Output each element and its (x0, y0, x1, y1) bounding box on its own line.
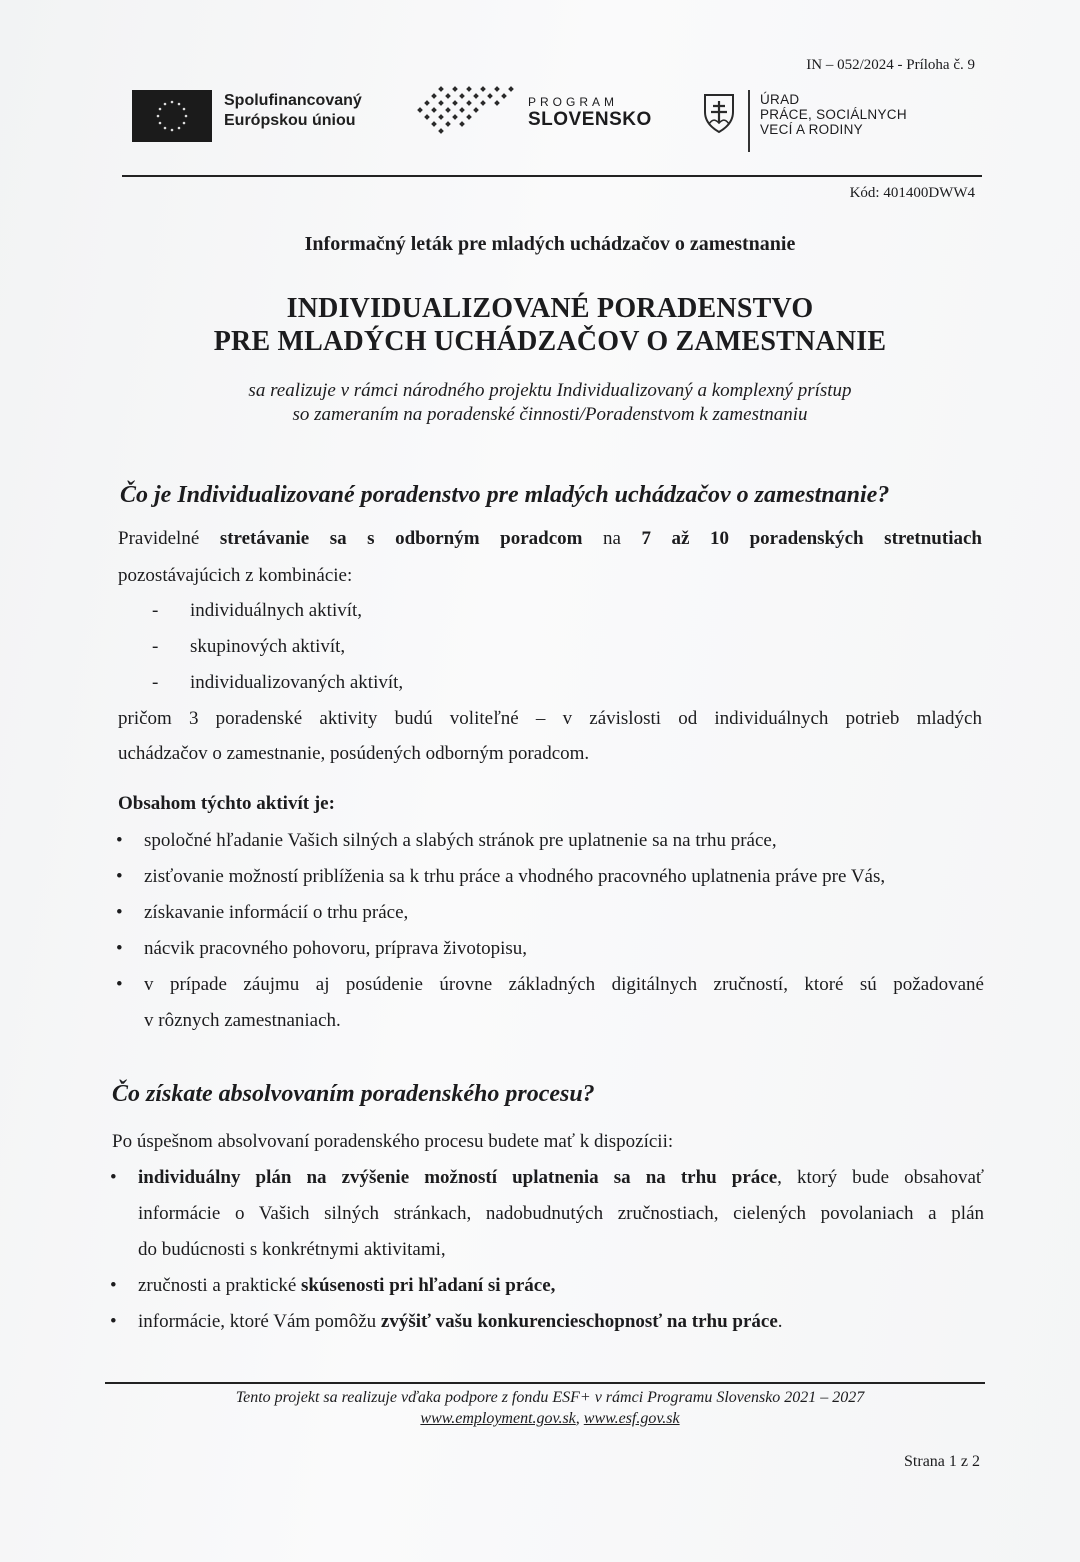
list-item (110, 1167, 984, 1189)
footer-rule (105, 1382, 985, 1384)
list-item (152, 636, 345, 658)
list-item (116, 902, 982, 924)
list-item-text: zisťovanie možností priblíženia sa k trhu práce a vhodného pracovného uplatnenia práve pre Vás, (144, 866, 886, 887)
list-item (116, 974, 984, 996)
subtitle-line1: sa realizuje v rámci národného projektu Individualizovaný a komplexný prístup (248, 380, 852, 401)
list-item (110, 1311, 984, 1333)
esf-link[interactable]: www.esf.gov.sk (583, 1410, 680, 1427)
list-item-continuation: informácie o Vašich silných stránkach, nadobudnutých zručnostiach, cielených povolaniach a plán (138, 1203, 984, 1224)
list-item-text: informácie, ktoré Vám pomôžu (138, 1311, 381, 1332)
main-title (110, 292, 990, 358)
leaflet-title: Informačný leták pre mladých uchádzačov o zamestnanie (304, 233, 796, 255)
bullet-marker: • (116, 830, 123, 851)
experience-highlight: skúsenosti pri hľadaní si práce, (301, 1275, 556, 1296)
footer-links (110, 1408, 990, 1429)
list-item (110, 1275, 984, 1297)
intro-text-a: Pravidelné (118, 528, 220, 549)
link-separator: , (575, 1410, 584, 1427)
section2-heading: Čo získate absolvovaním poradenského procesu? (112, 1081, 595, 1107)
eu-flag-icon (132, 90, 212, 142)
subtitle (110, 379, 990, 427)
list-item-text: získavanie informácií o trhu práce, (144, 902, 409, 923)
list-item-text: nácvik pracovného pohovoru, príprava životopisu, (144, 938, 528, 959)
main-title-line1: INDIVIDUALIZOVANÉ PORADENSTVO (286, 293, 814, 324)
program-label-line2: SLOVENSKO (528, 109, 652, 130)
ministry-label-line2: PRÁCE, SOCIÁLNYCH (760, 107, 907, 122)
intro-text-bold-count: 7 až 10 poradenských stretnutiach (641, 528, 982, 549)
list-item-text: spoločné hľadanie Vašich silných a slabých stránok pre uplatnenie sa na trhu práce, (144, 830, 777, 851)
program-slovensko-label (528, 94, 652, 130)
footer (110, 1387, 990, 1429)
eu-cofinanced-label (224, 91, 362, 131)
document-reference: IN – 052/2024 - Príloha č. 9 (806, 57, 975, 73)
intro-text-bold-meetings: stretávanie sa s odborným poradcom (219, 528, 583, 549)
list-item (116, 830, 982, 852)
section1-para-line2: uchádzačov o zamestnanie, posúdených odborným poradcom. (118, 743, 590, 764)
section1-intro-line2: pozostávajúcich z kombinácie: (118, 565, 353, 586)
content-heading: Obsahom týchto aktivít je: (118, 793, 335, 814)
list-item-text: , ktorý bude obsahovať (777, 1167, 985, 1188)
main-title-line2: PRE MLADÝCH UCHÁDZAČOV O ZAMESTNANIE (213, 326, 887, 357)
eu-label-line1: Spolufinancovaný (224, 92, 362, 109)
list-item (152, 600, 362, 622)
eu-label-line2: Európskou úniou (224, 112, 356, 129)
section1-intro-line1 (118, 528, 982, 550)
logo-divider (748, 90, 750, 152)
header-rule (122, 175, 982, 177)
section1-para-line1: pričom 3 poradenské aktivity budú voliteľné – v závislosti od individuálnych potrieb mladých (118, 708, 982, 729)
intro-text-c: na (582, 528, 642, 549)
bullet-marker: • (110, 1167, 117, 1188)
bullet-marker: • (110, 1275, 117, 1296)
ministry-label-line1: ÚRAD (760, 92, 800, 107)
bullet-marker: • (110, 1311, 117, 1332)
list-item-text: . (777, 1311, 783, 1332)
section1-heading: Čo je Individualizované poradenstvo pre mladých uchádzačov o zamestnanie? (120, 482, 890, 508)
subtitle-line2: so zameraním na poradenské činnosti/Poradenstvom k zamestnaniu (292, 404, 808, 425)
list-item-text: skupinových aktivít, (190, 636, 346, 657)
program-label-line1: PROGRAM (528, 95, 619, 109)
bullet-marker: • (116, 974, 123, 995)
list-item-continuation: do budúcnosti s konkrétnymi aktivitami, (138, 1239, 446, 1260)
section2-intro: Po úspešnom absolvovaní poradenského procesu budete mať k dispozícii: (112, 1131, 674, 1152)
dash-marker: - (152, 636, 159, 657)
ministry-label-line3: VECÍ A RODINY (760, 122, 863, 137)
plan-highlight: individuálny plán na zvýšenie možností uplatnenia sa na trhu práce (138, 1167, 778, 1188)
slovak-coat-of-arms-icon (702, 92, 736, 134)
list-item (152, 672, 403, 694)
list-item (116, 938, 982, 960)
program-slovensko-mark-icon (416, 86, 516, 134)
list-item-text: individuálnych aktivít, (190, 600, 363, 621)
page-number: Strana 1 z 2 (904, 1453, 980, 1470)
footer-funding-note: Tento projekt sa realizuje vďaka podpore z fondu ESF+ v rámci Programu Slovensko 2021 – 2027 (235, 1389, 865, 1406)
bullet-marker: • (116, 902, 123, 923)
bullet-marker: • (116, 866, 123, 887)
list-item (116, 866, 982, 888)
dash-marker: - (152, 600, 159, 621)
list-item-text: zručnosti a praktické (138, 1275, 302, 1296)
document-code: Kód: 401400DWW4 (849, 185, 975, 201)
dash-marker: - (152, 672, 159, 693)
list-item-text: individualizovaných aktivít, (190, 672, 404, 693)
ministry-label (760, 92, 907, 137)
list-item-text: v prípade záujmu aj posúdenie úrovne základných digitálnych zručností, ktoré sú požadované (144, 974, 984, 995)
bullet-marker: • (116, 938, 123, 959)
list-item-continuation: v rôznych zamestnaniach. (144, 1010, 341, 1031)
competitiveness-highlight: zvýšiť vašu konkurencieschopnosť na trhu práce (380, 1311, 778, 1332)
employment-link[interactable]: www.employment.gov.sk (420, 1410, 576, 1427)
